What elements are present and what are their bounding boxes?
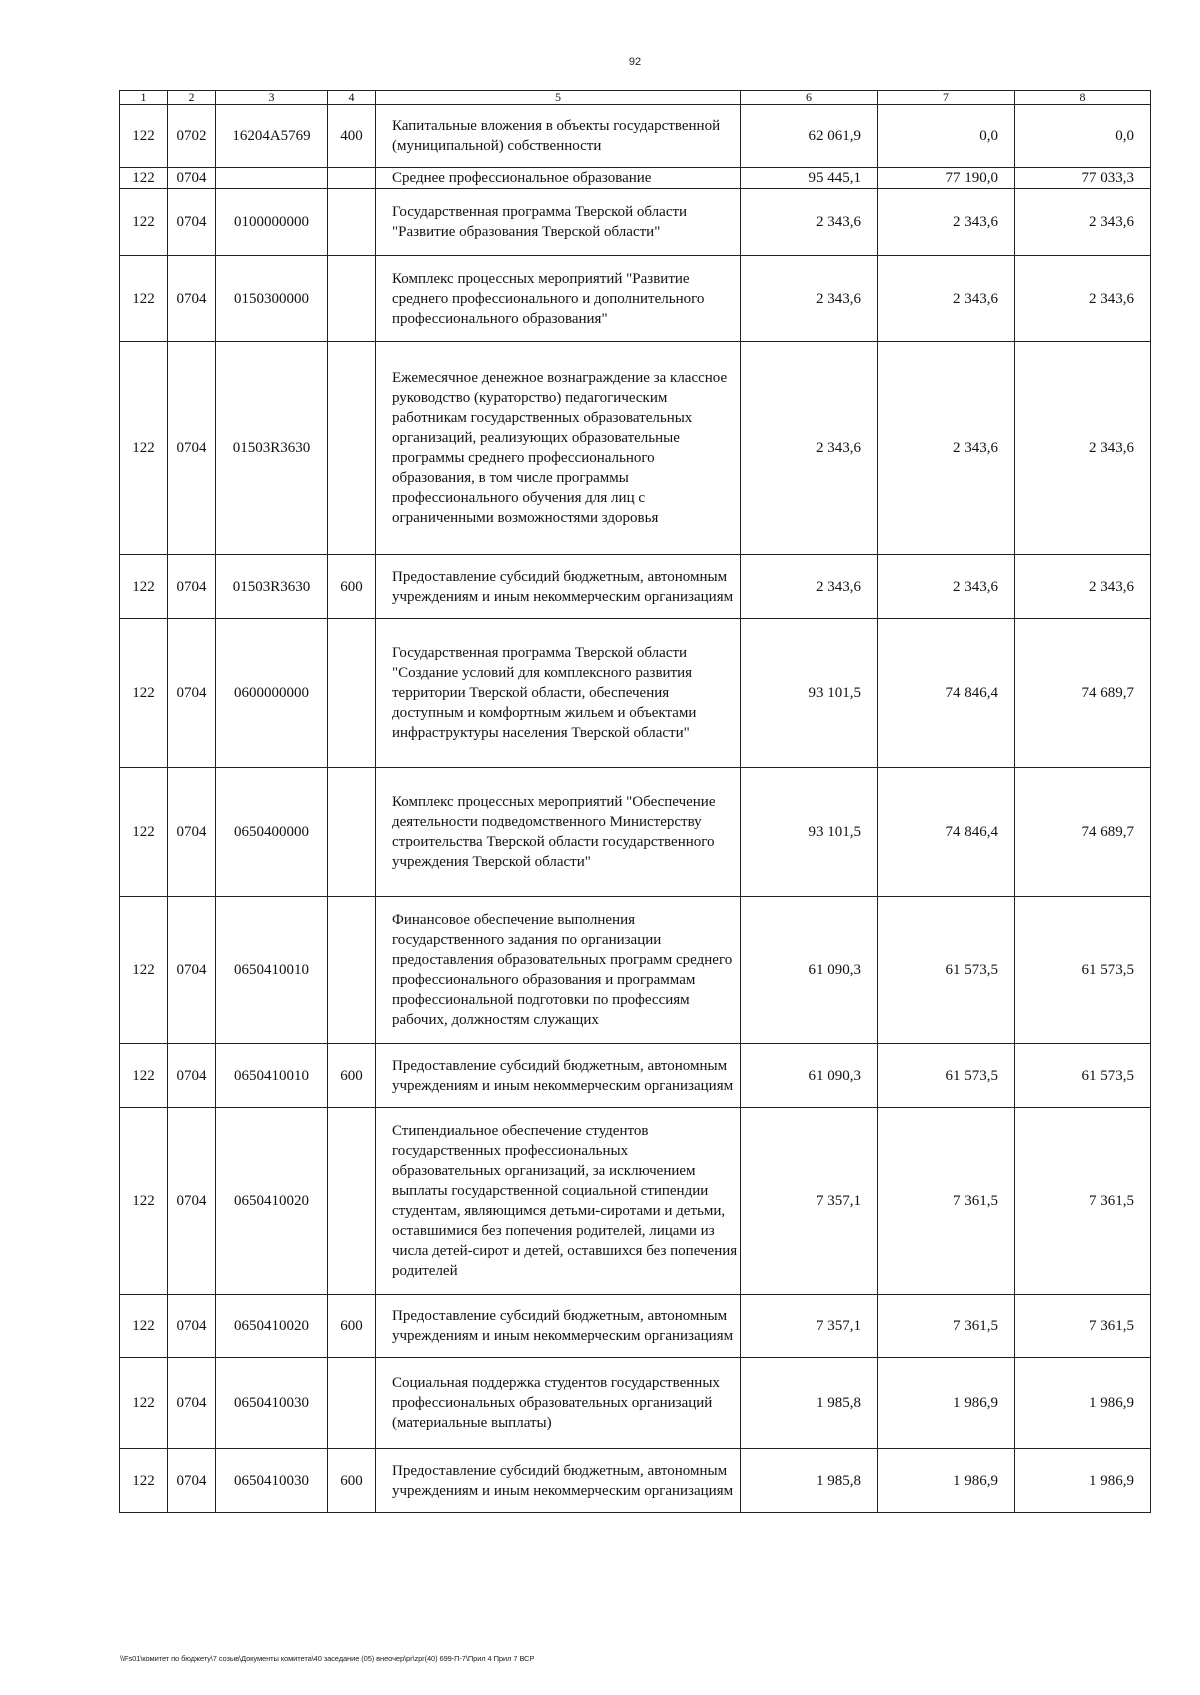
- header-row: [120, 91, 1151, 105]
- page-number: 92: [628, 56, 642, 68]
- cell-amount-6: 7 357,1: [741, 1108, 878, 1295]
- cell-expense-type: [328, 897, 376, 1044]
- cell-target-code: 0600000000: [216, 619, 328, 768]
- cell-section-code: 0704: [168, 619, 216, 768]
- cell-admin-code: 122: [120, 768, 168, 897]
- cell-amount-7: 74 846,4: [878, 768, 1015, 897]
- cell-expense-type: [328, 168, 376, 189]
- table-row: [120, 1295, 1151, 1358]
- cell-admin-code: 122: [120, 619, 168, 768]
- cell-amount-7: 2 343,6: [878, 189, 1015, 256]
- cell-description: Среднее профессиональное образование: [376, 168, 741, 189]
- cell-description: Предоставление субсидий бюджетным, автономным учреждениям и иным некоммерческим организациям: [376, 1449, 741, 1513]
- cell-description: Государственная программа Тверской области "Развитие образования Тверской области": [376, 189, 741, 256]
- cell-amount-6: 93 101,5: [741, 768, 878, 897]
- cell-target-code: 01503R3630: [216, 342, 328, 555]
- cell-amount-6: 62 061,9: [741, 105, 878, 168]
- cell-description: Ежемесячное денежное вознаграждение за классное руководство (кураторство) педагогическим работникам государственных образовательных организаций, реализующих образовательные программы среднего профессионального образования, в том числе программы профессионального обучения для лиц с ограниченными возможностями здоровья: [376, 342, 741, 555]
- cell-admin-code: 122: [120, 1295, 168, 1358]
- table-row: [120, 105, 1151, 168]
- table-row: [120, 1358, 1151, 1449]
- cell-target-code: 0650400000: [216, 768, 328, 897]
- col-header-5: 5: [376, 91, 741, 105]
- cell-expense-type: [328, 619, 376, 768]
- cell-expense-type: [328, 189, 376, 256]
- table-row: [120, 1108, 1151, 1295]
- cell-description: Капитальные вложения в объекты государственной (муниципальной) собственности: [376, 105, 741, 168]
- cell-description: Комплекс процессных мероприятий "Развитие среднего профессионального и дополнительного профессионального образования": [376, 256, 741, 342]
- cell-target-code: 0650410020: [216, 1295, 328, 1358]
- cell-target-code: 0650410010: [216, 897, 328, 1044]
- cell-admin-code: 122: [120, 1358, 168, 1449]
- cell-amount-8: 2 343,6: [1015, 189, 1151, 256]
- cell-expense-type: 600: [328, 555, 376, 619]
- table-row: [120, 342, 1151, 555]
- cell-amount-7: 61 573,5: [878, 897, 1015, 1044]
- cell-amount-6: 2 343,6: [741, 342, 878, 555]
- cell-amount-8: 2 343,6: [1015, 555, 1151, 619]
- table-row: [120, 189, 1151, 256]
- cell-amount-6: 1 985,8: [741, 1449, 878, 1513]
- cell-section-code: 0704: [168, 189, 216, 256]
- cell-amount-7: 74 846,4: [878, 619, 1015, 768]
- cell-description: Предоставление субсидий бюджетным, автономным учреждениям и иным некоммерческим организациям: [376, 1295, 741, 1358]
- cell-section-code: 0704: [168, 1044, 216, 1108]
- cell-amount-7: 1 986,9: [878, 1358, 1015, 1449]
- col-header-3: 3: [216, 91, 328, 105]
- cell-amount-6: 2 343,6: [741, 555, 878, 619]
- cell-expense-type: 400: [328, 105, 376, 168]
- cell-admin-code: 122: [120, 168, 168, 189]
- cell-admin-code: 122: [120, 105, 168, 168]
- cell-target-code: 0650410010: [216, 1044, 328, 1108]
- cell-description: Финансовое обеспечение выполнения государственного задания по организации предоставления образовательных программ среднего профессионального образования и программам профессиональной подготовки по профессиям рабочих, должностям служащих: [376, 897, 741, 1044]
- cell-admin-code: 122: [120, 1044, 168, 1108]
- cell-target-code: 0650410020: [216, 1108, 328, 1295]
- cell-amount-6: 7 357,1: [741, 1295, 878, 1358]
- cell-amount-6: 61 090,3: [741, 1044, 878, 1108]
- col-header-8: 8: [1015, 91, 1151, 105]
- cell-amount-7: 77 190,0: [878, 168, 1015, 189]
- table-row: [120, 1449, 1151, 1513]
- cell-expense-type: 600: [328, 1449, 376, 1513]
- cell-section-code: 0704: [168, 1449, 216, 1513]
- cell-section-code: 0704: [168, 768, 216, 897]
- cell-section-code: 0704: [168, 1108, 216, 1295]
- table-row: [120, 1044, 1151, 1108]
- col-header-1: 1: [120, 91, 168, 105]
- cell-admin-code: 122: [120, 1449, 168, 1513]
- cell-amount-7: 7 361,5: [878, 1295, 1015, 1358]
- cell-amount-7: 1 986,9: [878, 1449, 1015, 1513]
- cell-amount-6: 2 343,6: [741, 256, 878, 342]
- cell-amount-8: 1 986,9: [1015, 1449, 1151, 1513]
- cell-expense-type: [328, 256, 376, 342]
- cell-description: Государственная программа Тверской области "Создание условий для комплексного развития территории Тверской области, обеспечения доступным и комфортным жильем и объектами инфраструктуры населения Тверской области": [376, 619, 741, 768]
- table-row: [120, 768, 1151, 897]
- budget-table: [119, 90, 1151, 1513]
- footer-file-path: \\Fs01\комитет по бюджету\7 созыв\Документы комитета\40 заседание (05) внеочер\pr\zpr(40) 699-П-7\Прил 4 Прил 7 ВСР: [120, 1654, 535, 1663]
- cell-amount-8: 7 361,5: [1015, 1108, 1151, 1295]
- cell-amount-8: 61 573,5: [1015, 1044, 1151, 1108]
- table-row: [120, 256, 1151, 342]
- cell-admin-code: 122: [120, 1108, 168, 1295]
- cell-target-code: [216, 168, 328, 189]
- cell-admin-code: 122: [120, 256, 168, 342]
- cell-expense-type: [328, 342, 376, 555]
- cell-amount-7: 2 343,6: [878, 555, 1015, 619]
- cell-amount-8: 77 033,3: [1015, 168, 1151, 189]
- cell-admin-code: 122: [120, 897, 168, 1044]
- cell-target-code: 16204А5769: [216, 105, 328, 168]
- cell-amount-8: 1 986,9: [1015, 1358, 1151, 1449]
- cell-amount-8: 2 343,6: [1015, 256, 1151, 342]
- col-header-2: 2: [168, 91, 216, 105]
- cell-amount-8: 61 573,5: [1015, 897, 1151, 1044]
- cell-expense-type: 600: [328, 1044, 376, 1108]
- cell-description: Стипендиальное обеспечение студентов государственных профессиональных образовательных организаций, за исключением выплаты государственной социальной стипендии студентам, являющимся детьми-сиротами и детьми, оставшимися без попечения родителей, лицами из числа детей-сирот и детей, оставшихся без попечения родителей: [376, 1108, 741, 1295]
- cell-amount-8: 74 689,7: [1015, 619, 1151, 768]
- cell-description: Комплекс процессных мероприятий "Обеспечение деятельности подведомственного Министерству строительства Тверской области государственного учреждения Тверской области": [376, 768, 741, 897]
- cell-amount-7: 0,0: [878, 105, 1015, 168]
- table-row: [120, 619, 1151, 768]
- cell-description: Предоставление субсидий бюджетным, автономным учреждениям и иным некоммерческим организациям: [376, 1044, 741, 1108]
- col-header-4: 4: [328, 91, 376, 105]
- cell-expense-type: [328, 1108, 376, 1295]
- cell-amount-7: 2 343,6: [878, 342, 1015, 555]
- cell-amount-8: 2 343,6: [1015, 342, 1151, 555]
- cell-description: Социальная поддержка студентов государственных профессиональных образовательных организаций (материальные выплаты): [376, 1358, 741, 1449]
- cell-amount-6: 1 985,8: [741, 1358, 878, 1449]
- cell-admin-code: 122: [120, 342, 168, 555]
- cell-target-code: 0150300000: [216, 256, 328, 342]
- cell-admin-code: 122: [120, 555, 168, 619]
- cell-section-code: 0704: [168, 256, 216, 342]
- cell-amount-8: 74 689,7: [1015, 768, 1151, 897]
- col-header-6: 6: [741, 91, 878, 105]
- cell-section-code: 0704: [168, 168, 216, 189]
- table-row: [120, 897, 1151, 1044]
- cell-amount-6: 93 101,5: [741, 619, 878, 768]
- cell-amount-6: 61 090,3: [741, 897, 878, 1044]
- cell-target-code: 0100000000: [216, 189, 328, 256]
- cell-amount-7: 61 573,5: [878, 1044, 1015, 1108]
- cell-amount-6: 95 445,1: [741, 168, 878, 189]
- cell-amount-7: 2 343,6: [878, 256, 1015, 342]
- cell-amount-6: 2 343,6: [741, 189, 878, 256]
- col-header-7: 7: [878, 91, 1015, 105]
- cell-section-code: 0704: [168, 342, 216, 555]
- cell-amount-8: 7 361,5: [1015, 1295, 1151, 1358]
- table-row: [120, 555, 1151, 619]
- cell-section-code: 0704: [168, 1358, 216, 1449]
- cell-amount-7: 7 361,5: [878, 1108, 1015, 1295]
- cell-target-code: 0650410030: [216, 1449, 328, 1513]
- cell-expense-type: [328, 1358, 376, 1449]
- table-row: [120, 168, 1151, 189]
- cell-amount-8: 0,0: [1015, 105, 1151, 168]
- cell-expense-type: 600: [328, 1295, 376, 1358]
- cell-admin-code: 122: [120, 189, 168, 256]
- cell-description: Предоставление субсидий бюджетным, автономным учреждениям и иным некоммерческим организациям: [376, 555, 741, 619]
- cell-expense-type: [328, 768, 376, 897]
- cell-section-code: 0704: [168, 897, 216, 1044]
- cell-target-code: 01503R3630: [216, 555, 328, 619]
- cell-section-code: 0704: [168, 555, 216, 619]
- cell-section-code: 0704: [168, 1295, 216, 1358]
- cell-section-code: 0702: [168, 105, 216, 168]
- cell-target-code: 0650410030: [216, 1358, 328, 1449]
